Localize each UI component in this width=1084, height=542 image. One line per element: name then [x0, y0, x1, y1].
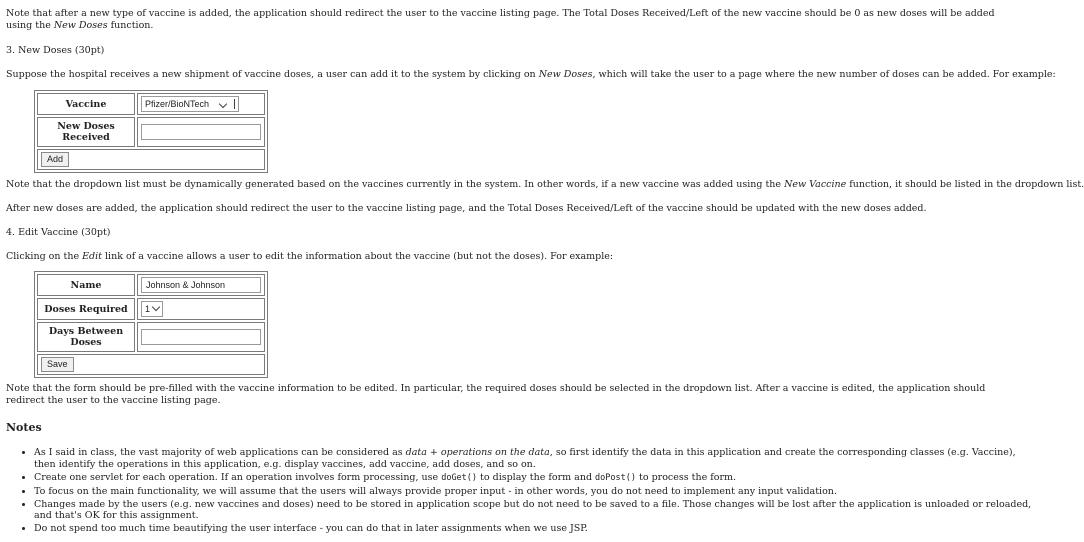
add-button[interactable]: Add	[41, 152, 69, 167]
new-vaccine-ref: New Vaccine	[784, 179, 847, 190]
list-item: • Create one servlet for each operation. If an operation involves form processing, use doGet() to display the form and doPost() to process the form.	[34, 472, 1034, 485]
cursor-caret	[234, 99, 235, 109]
list-item: • Do not spend too much time beautifying the user interface - you can do that in later assignments when we use JSP.	[34, 523, 1034, 535]
section3-paragraph	[6, 69, 1056, 81]
section4-heading: 4. Edit Vaccine (30pt)	[6, 227, 111, 238]
dropdown-note-end: function, it should be listed in the dropdown list.	[846, 179, 1084, 190]
vaccine-select[interactable]	[141, 96, 239, 112]
section4-text-end: link of a vaccine allows a user to edit the information about the vaccine (but not the doses). For example:	[102, 251, 614, 262]
edit-link-ref: Edit	[82, 251, 102, 262]
notes-list	[22, 447, 1034, 536]
doses-required-value: 1	[145, 304, 151, 314]
chevron-down-icon	[152, 303, 160, 311]
doget-code: doGet()	[441, 472, 478, 483]
chevron-down-icon	[219, 100, 227, 108]
section4-paragraph	[6, 251, 1018, 263]
intro-paragraph	[6, 8, 1018, 32]
days-between-label: Days Between Doses	[37, 322, 135, 352]
dropdown-note-text: Note that the dropdown list must be dynamically generated based on the vaccines currently in the system. In other words, if a new vaccine was added using the	[6, 179, 785, 190]
name-input[interactable]: Johnson & Johnson	[141, 277, 261, 293]
notes-heading: Notes	[6, 421, 42, 434]
section3-text: Suppose the hospital receives a new shipment of vaccine doses, a user can add it to the system by clicking on	[6, 69, 539, 80]
doses-required-label: Doses Required	[37, 298, 135, 320]
new-doses-ref: New Doses	[53, 20, 108, 31]
edit-vaccine-form	[34, 271, 268, 378]
section3-heading: 3. New Doses (30pt)	[6, 45, 105, 56]
name-label: Name	[37, 274, 135, 296]
dopost-code: doPost()	[595, 472, 636, 483]
section3-text-end: , which will take the user to a page where the new number of doses can be added. For example:	[592, 69, 1056, 80]
list-item: • As I said in class, the vast majority of web applications can be considered as data + operations on the data, so first identify the data in this application and create the corresponding classes (e.g. Vaccine), then identify the operations in this application, e.g. display vaccines, add vaccine, add doses, and so on.	[34, 447, 1034, 470]
intro-text-end: function.	[107, 20, 154, 31]
list-item: • To focus on the main functionality, we will assume that the users will always provide proper input - in other words, you do not need to implement any input validation.	[34, 486, 1034, 498]
data-operations-phrase: data + operations on the data	[405, 447, 550, 458]
save-button[interactable]: Save	[41, 357, 74, 372]
vaccine-select-value: Pfizer/BioNTech	[145, 99, 210, 109]
days-between-input[interactable]	[141, 329, 261, 345]
dropdown-note	[6, 179, 1084, 191]
doses-required-select[interactable]	[141, 301, 163, 317]
new-doses-form	[34, 90, 268, 173]
redirect-note: After new doses are added, the application should redirect the user to the vaccine listing page, and the Total Doses Received/Left of the vaccine should be updated with the new doses added.	[6, 203, 927, 214]
vaccine-label: Vaccine	[37, 93, 135, 115]
new-doses-input[interactable]	[141, 124, 261, 140]
list-item: • Changes made by the users (e.g. new vaccines and doses) need to be stored in application scope but do not need to be saved to a file. Those changes will be lost after the application is unloaded or reloaded, and that's OK for this assignment.	[34, 499, 1034, 522]
new-doses-link-ref: New Doses	[538, 69, 593, 80]
prefill-note: Note that the form should be pre-filled with the vaccine information to be edited. In particular, the required doses should be selected in the dropdown list. After a vaccine is edited, the application should redirect the user to the vaccine listing page.	[6, 383, 986, 406]
new-doses-label: New Doses Received	[37, 117, 135, 147]
intro-text: Note that after a new type of vaccine is added, the application should redirect the user to the vaccine listing page. The Total Doses Received/Left of the new vaccine should be 0 as new doses will be added using the	[6, 8, 995, 31]
section4-text: Clicking on the	[6, 251, 83, 262]
